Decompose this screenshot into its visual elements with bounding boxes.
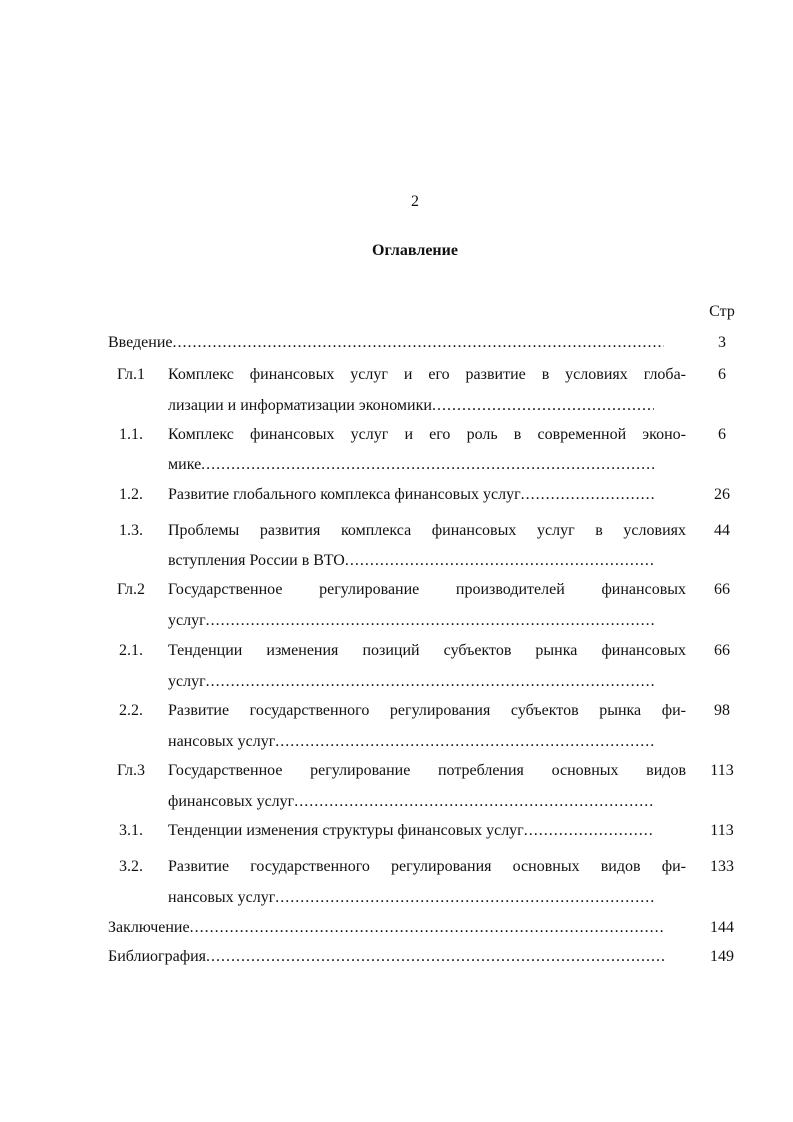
toc-entry-number: 2.1. [119,642,143,659]
toc-entry-line1: Государственное регулирование потребления основных видов [168,762,686,779]
toc-entry-page: 133 [710,858,734,875]
toc-entry-line1: Государственное регулирование производителей финансовых [168,581,686,598]
leader-dots [275,733,654,751]
toc-entry-number: Гл.3 [116,762,146,779]
toc-entry-page: 113 [710,762,734,779]
toc-entry-number: 2.2. [119,702,143,719]
toc-entry-number: Гл.2 [116,581,146,598]
toc-entry-line1: Тенденции изменения структуры финансовых услуг [168,822,524,839]
leader-dots [206,673,654,691]
toc-entry-line2: услуг [168,673,206,690]
toc-entry-line2: финансовых услуг [168,793,295,810]
toc-entry-number: 3.1. [119,822,143,839]
leader-dots [524,822,654,840]
leader-dots [206,948,664,966]
toc-entry-line2: мике [168,456,202,473]
toc-entry-line2: лизации и информатизации экономики [168,397,432,414]
toc-conclusion-page: 144 [710,919,734,936]
leader-dots [432,397,654,415]
toc-entry-line1: Развитие государственного регулирования субъектов рынка фи- [168,702,686,719]
toc-entry-line2: нансовых услуг [168,889,276,906]
toc-entry-line1: Комплекс финансовых услуг и его роль в современной эконо- [168,426,686,443]
toc-entry-number: 1.2. [119,486,143,503]
toc-entry-number: 3.2. [119,858,143,875]
toc-entry-line2: нансовых услуг [168,733,276,750]
leader-dots [190,919,664,937]
toc-entry-number: 1.3. [119,522,143,539]
toc-entry-page: 6 [718,426,726,443]
toc-entry-line1: Проблемы развития комплекса финансовых услуг в условиях [168,522,686,539]
toc-entry-line2: услуг [168,612,206,629]
toc-entry-line1: Развитие глобального комплекса финансовых услуг [168,486,521,503]
leader-dots [173,334,665,352]
toc-title: Оглавление [372,242,458,259]
leader-dots [206,612,654,630]
toc-entry-page: 98 [714,702,730,719]
toc-entry-page: 26 [714,486,730,503]
toc-bibliography-label: Библиография [108,948,206,965]
toc-conclusion-label: Заключение [108,919,190,936]
toc-entry-page: 66 [714,581,730,598]
leader-dots [294,793,654,811]
toc-entry-line1: Развитие государственного регулирования основных видов фи- [168,858,686,875]
toc-entry-number: 1.1. [119,426,143,443]
leader-dots [275,889,654,907]
toc-entry-number: Гл.1 [116,366,146,383]
toc-entry-line2: вступления России в ВТО [168,552,345,569]
toc-intro-label: Введение [108,334,173,351]
toc-entry-line1: Тенденции изменения позиций субъектов рынка финансовых [168,642,686,659]
leader-dots [201,456,654,474]
toc-entry-page: 113 [710,822,734,839]
toc-entry-page: 66 [714,642,730,659]
leader-dots [521,486,654,504]
toc-intro-page: 3 [718,334,726,351]
toc-entry-line1: Комплекс финансовых услуг и его развитие в условиях глоба- [168,366,686,383]
toc-bibliography-page: 149 [710,948,734,965]
toc-entry-page: 44 [714,522,730,539]
page-number: 2 [411,193,419,210]
leader-dots [345,552,654,570]
toc-entry-page: 6 [718,366,726,383]
page-column-header: Стр [709,303,735,320]
